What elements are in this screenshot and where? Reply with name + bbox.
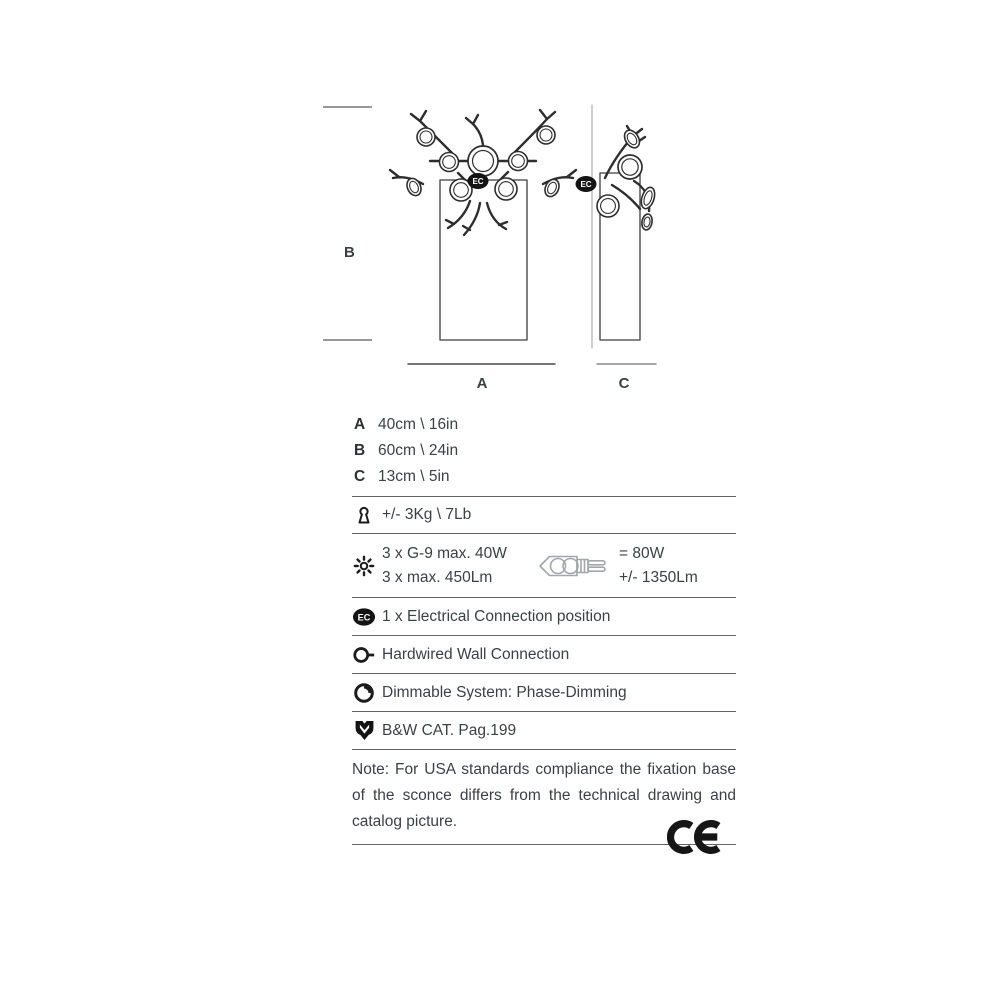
dimension-b-letter: B xyxy=(354,442,366,459)
weight-row xyxy=(352,497,736,534)
electrical-text: 1 x Electrical Connection position xyxy=(382,607,611,625)
dimension-c-letter: C xyxy=(354,468,366,485)
lamping-totals xyxy=(619,542,698,590)
dimming-row xyxy=(352,674,736,712)
lamping-line1: 3 x G-9 max. 40W xyxy=(382,544,507,562)
connection-text: Hardwired Wall Connection xyxy=(382,645,570,663)
dimension-a-value: 40cm \ 16in xyxy=(378,416,459,433)
dimensions-row xyxy=(352,410,736,497)
depth-dimension xyxy=(597,364,656,392)
connection-row xyxy=(352,636,736,674)
hardwired-icon xyxy=(352,644,376,666)
sconce-body-front xyxy=(440,180,527,340)
dimmable-icon xyxy=(352,682,376,704)
front-view xyxy=(390,110,576,392)
lamping-row xyxy=(352,534,736,598)
ce-mark xyxy=(667,817,725,857)
dimension-c-value: 13cm \ 5in xyxy=(378,468,450,485)
dimension-label-c: C xyxy=(618,375,630,392)
ec-position-badge-side xyxy=(576,176,597,192)
weight-icon xyxy=(352,504,376,526)
side-view xyxy=(576,105,658,392)
dimension-b-value: 60cm \ 24in xyxy=(378,442,459,459)
svg-text:EC: EC xyxy=(472,177,484,186)
dimension-a-letter: A xyxy=(354,416,366,433)
ec-position-badge-front xyxy=(468,173,489,189)
dimension-label-b: B xyxy=(344,244,355,261)
dimension-a xyxy=(354,412,736,438)
brand-logo-icon xyxy=(352,720,376,741)
electrical-row xyxy=(352,598,736,636)
dimension-c xyxy=(354,464,736,490)
lamping-line2: 3 x max. 450Lm xyxy=(382,568,493,586)
total-wattage: = 80W xyxy=(619,544,665,562)
catalog-row xyxy=(352,712,736,750)
usa-standards-note: Note: For USA standards compliance the fixation base of the sconce differs from the technical drawing and catalog picture. xyxy=(352,761,736,830)
lamping-specs xyxy=(382,542,535,590)
width-dimension xyxy=(408,364,555,392)
weight-value: +/- 3Kg \ 7Lb xyxy=(382,506,472,523)
dimming-text: Dimmable System: Phase-Dimming xyxy=(382,683,627,701)
catalog-text: B&W CAT. Pag.199 xyxy=(382,721,517,739)
height-dimension xyxy=(323,107,372,340)
dimension-b xyxy=(354,438,736,464)
g9-bulb-icon xyxy=(537,549,611,583)
total-lumen: +/- 1350Lm xyxy=(619,568,698,586)
ec-badge-icon xyxy=(352,607,376,627)
light-icon xyxy=(352,554,376,578)
dimension-label-a: A xyxy=(476,375,488,392)
svg-text:EC: EC xyxy=(357,611,371,622)
technical-drawing xyxy=(300,85,740,400)
spec-table xyxy=(352,410,736,845)
svg-text:EC: EC xyxy=(580,180,592,189)
